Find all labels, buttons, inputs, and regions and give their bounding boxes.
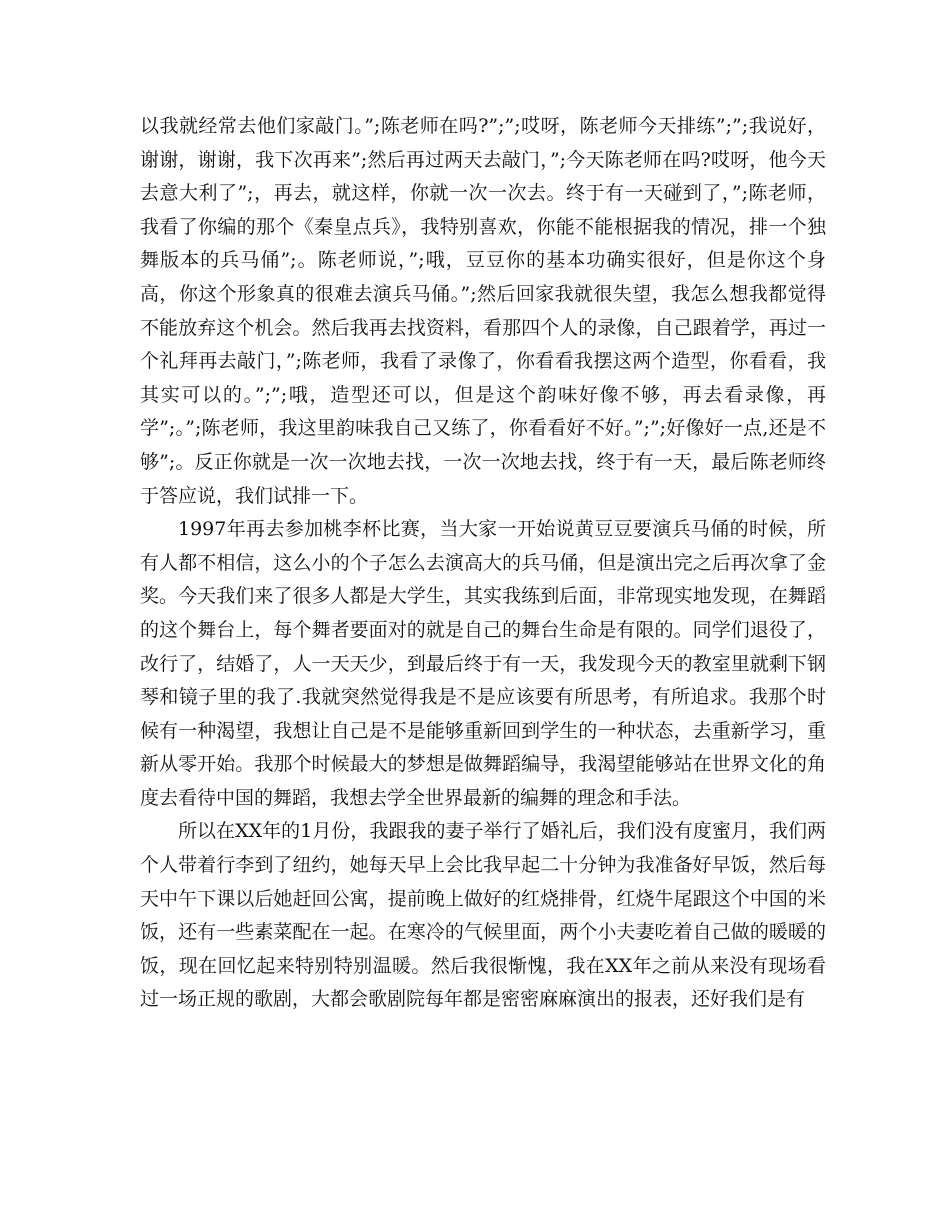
document-page [140,110,826,1017]
paragraph-3: 所以在XX年的1月份，我跟我的妻子举行了婚礼后，我们没有度蜜月，我们两个人带着行李到了纽约，她每天早上会比我早起二十分钟为我准备好早饭，然后每天中午下课以后她赶回公寓，提前晚上做好的红烧排骨，红烧牛尾跟这个中国的米饭，还有一些素菜配在一起。在寒冷的气候里面，两个小夫妻吃着自己做的暖暖的饭，现在回忆起来特别特别温暖。然后我很惭愧，我在XX年之前从来没有现场看过一场正规的歌剧，大都会歌剧院每年都是密密麻麻演出的报表，还好我们是有 [140,820,826,1011]
paragraph-1: 以我就经常去他们家敲门。”;陈老师在吗?”;”;哎呀，陈老师今天排练”;”;我说好，谢谢，谢谢，我下次再来”;然后再过两天去敲门，”;今天陈老师在吗?哎呀，他今天去意大利了”;，再去，就这样，你就一次一次去。终于有一天碰到了，”;陈老师，我看了你编的那个《秦皇点兵》，我特别喜欢，你能不能根据我的情况，排一个独舞版本的兵马俑”;。陈老师说，”;哦，豆豆你的基本功确实很好，但是你这个身高，你这个形象真的很难去演兵马俑。”;然后回家我就很失望，我怎么想我都觉得不能放弃这个机会。然后我再去找资料，看那四个人的录像，自己跟着学，再过一个礼拜再去敲门，”;陈老师，我看了录像了，你看看我摆这两个造型，你看看，我其实可以的。”;”;哦，造型还可以，但是这个韵味好像不够，再去看录像，再学”;。”;陈老师，我这里韵味我自己又练了，你看看好不好。”;”;好像好一点,还是不够”;。反正你就是一次一次地去找，一次一次地去找，终于有一天，最后陈老师终于答应说，我们试排一下。 [140,115,826,507]
paragraph-2: 1997年再去参加桃李杯比赛，当大家一开始说黄豆豆要演兵马俑的时候，所有人都不相信，这么小的个子怎么去演高大的兵马俑，但是演出完之后再次拿了金奖。今天我们来了很多人都是大学生，其实我练到后面，非常现实地发现，在舞蹈的这个舞台上，每个舞者要面对的就是自己的舞台生命是有限的。同学们退役了，改行了，结婚了，人一天天少，到最后终于有一天，我发现今天的教室里就剩下钢琴和镜子里的我了.我就突然觉得我是不是应该要有所思考，有所追求。我那个时候有一种渴望，我想让自己是不是能够重新回到学生的一种状态，去重新学习，重新从零开始。我那个时候最大的梦想是做舞蹈编导，我渴望能够站在世界文化的角度去看待中国的舞蹈，我想去学全世界最新的编舞的理念和手法。 [140,518,826,809]
